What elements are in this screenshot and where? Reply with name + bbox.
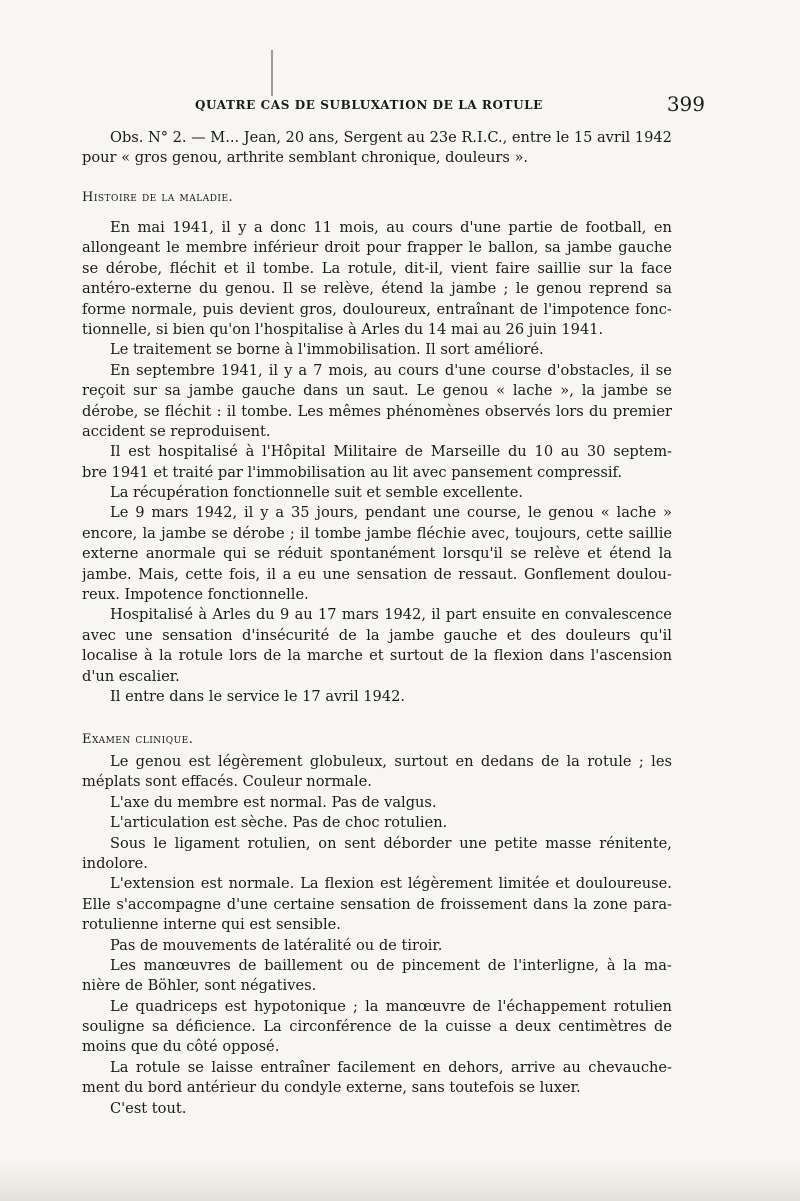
text-line: localise à la rotule lors de la marche et surtout de la flexion dans l'ascension [82,647,672,665]
text-line: Le traitement se borne à l'immobilisation. Il sort amélioré. [110,341,544,359]
text-line: reux. Impotence fonctionnelle. [82,586,309,604]
text-line: Sous le ligament rotulien, on sent déborder une petite masse rénitente, [110,834,672,852]
section-heading-examen: Examen clinique. [82,732,194,747]
header-title: QUATRE CAS DE SUBLUXATION DE LA ROTULE [195,98,543,112]
text-line: jambe. Mais, cette fois, il a eu une sensation de ressaut. Gonflement doulou- [82,565,672,583]
text-line: Elle s'accompagne d'une certaine sensation de froissement dans la zone para- [82,895,672,913]
text-line: Obs. N° 2. — M... Jean, 20 ans, Sergent au 23e R.I.C., entre le 15 avril 1942 [110,129,672,146]
running-header [195,92,715,116]
text-line: En septembre 1941, il y a 7 mois, au cours d'une course d'obstacles, il se [110,361,672,379]
text-line: L'extension est normale. La flexion est légèrement limitée et douloureuse. [110,875,672,893]
scan-margin-mark [271,50,273,96]
text-line: La rotule se laisse entraîner facilement en dehors, arrive au chevauche- [110,1058,672,1076]
text-line: souligne sa déficience. La circonférence de la cuisse a deux centimètres de [82,1018,672,1036]
text-line: moins que du côté opposé. [82,1038,280,1056]
text-line: indolore. [82,854,148,872]
text-line: Le 9 mars 1942, il y a 35 jours, pendant une course, le genou « lache » [110,504,672,522]
section-examen [82,752,672,1119]
text-line: L'axe du membre est normal. Pas de valgus. [110,793,437,811]
text-line: ment du bord antérieur du condyle externe, sans toutefois se luxer. [82,1079,581,1097]
text-line: méplats sont effacés. Couleur normale. [82,773,372,791]
text-line: allongeant le membre inférieur droit pour frapper le ballon, sa jambe gauche [82,239,672,257]
text-line: Hospitalisé à Arles du 9 au 17 mars 1942, il part ensuite en convalescence [110,606,672,624]
text-line: Le quadriceps est hypotonique ; la manœuvre de l'échappement rotulien [110,997,672,1015]
text-line: rotulienne interne qui est sensible. [82,916,341,934]
text-line: Pas de mouvements de latéralité ou de tiroir. [110,936,443,954]
text-line: En mai 1941, il y a donc 11 mois, au cours d'une partie de football, en [110,219,672,236]
section-histoire [82,218,672,707]
text-line: forme normale, puis devient gros, douloureux, entraînant de l'impotence fonc- [82,300,672,318]
text-line: Le genou est légèrement globuleux, surtout en dedans de la rotule ; les [110,753,672,770]
text-line: reçoit sur sa jambe gauche dans un saut. Le genou « lache », la jambe se [82,382,672,400]
text-line: Il est hospitalisé à l'Hôpital Militaire de Marseille du 10 au 30 septem- [110,443,672,461]
text-line: C'est tout. [110,1099,187,1117]
text-line: Il entre dans le service le 17 avril 1942. [110,687,406,705]
text-line: encore, la jambe se dérobe ; il tombe jambe fléchie avec, toujours, cette saillie [82,524,672,542]
text-line: accident se reproduisent. [82,422,271,440]
text-line: dérobe, se fléchit : il tombe. Les mêmes phénomènes observés lors du premier [82,402,672,420]
text-line: Les manœuvres de baillement ou de pincement de l'interligne, à la ma- [110,956,672,974]
page-number: 399 [666,92,705,116]
text-line: pour « gros genou, arthrite semblant chronique, douleurs ». [82,149,529,167]
text-line: La récupération fonctionnelle suit et semble excellente. [110,484,523,502]
text-line: L'articulation est sèche. Pas de choc rotulien. [110,814,448,832]
observation-intro [82,128,672,169]
text-line: se dérobe, fléchit et il tombe. La rotule, dit-il, vient faire saillie sur la face [82,259,672,277]
text-line: externe anormale qui se réduit spontanément lorsqu'il se relève et étend la [82,545,672,563]
text-line: d'un escalier. [82,667,180,685]
page-bottom-shading [0,1161,800,1201]
text-line: nière de Böhler, sont négatives. [82,977,317,995]
text-line: tionnelle, si bien qu'on l'hospitalise à Arles du 14 mai au 26 juin 1941. [82,320,604,338]
section-heading-histoire: Histoire de la maladie. [82,190,234,205]
text-line: antéro-externe du genou. Il se relève, étend la jambe ; le genou reprend sa [82,280,672,298]
text-line: bre 1941 et traité par l'immobilisation au lit avec pansement compressif. [82,463,623,481]
text-line: avec une sensation d'insécurité de la jambe gauche et des douleurs qu'il [82,626,672,644]
